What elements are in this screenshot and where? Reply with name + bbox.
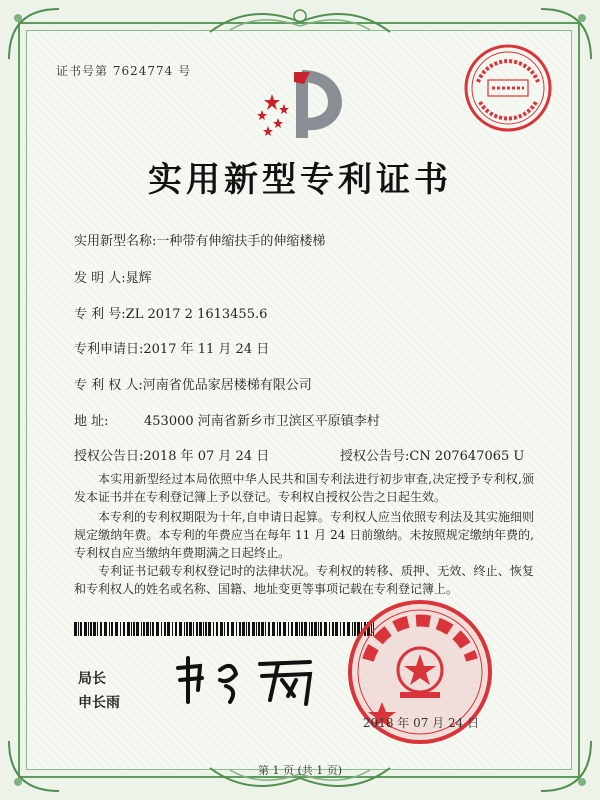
field-utility-model-name	[74, 230, 325, 249]
director-title: 局长	[78, 671, 106, 687]
field-patent-number	[74, 303, 267, 322]
field-value: 453000 河南省新乡市卫滨区平原镇李村	[144, 414, 380, 429]
field-label: 授权公告日:	[74, 449, 144, 464]
corner-ornament-icon	[4, 4, 64, 64]
certificate-title: 实用新型专利证书	[148, 160, 452, 200]
barcode-icon	[74, 622, 374, 636]
field-label: 专利申请日:	[74, 342, 144, 357]
agency-stamp-icon	[462, 42, 554, 134]
field-label: 发 明 人:	[74, 271, 126, 286]
field-value: CN 207647065 U	[409, 449, 525, 464]
certificate-number-suffix: 号	[178, 64, 192, 78]
certificate-number-label: 证书号第	[56, 64, 109, 78]
field-label: 授权公告号:	[340, 449, 410, 464]
field-patent-holder	[74, 374, 312, 393]
field-label: 地 址:	[74, 414, 109, 429]
field-address	[74, 410, 380, 429]
field-grant-date	[74, 445, 269, 464]
paragraph-grant: 本实用新型经过本局依照中华人民共和国专利法进行初步审查,决定授予专利权,颁发本证书并在专利登记簿上予以登记。专利权自授权公告之日起生效。	[74, 472, 534, 504]
director-name: 申长雨	[78, 695, 120, 711]
field-label: 专 利 号:	[74, 307, 126, 322]
field-label: 专 利 权 人:	[74, 378, 143, 393]
certificate-number	[56, 62, 191, 79]
field-value: 晁辉	[125, 271, 152, 286]
field-grant-number	[340, 445, 524, 464]
field-value: ZL 2017 2 1613455.6	[125, 307, 268, 322]
field-value: 一种带有伸缩扶手的伸缩楼梯	[156, 234, 326, 249]
cnipa-logo-icon	[250, 64, 350, 144]
certificate-number-value: 7624774	[112, 64, 174, 78]
page-number: 第 1 页 (共 1 页)	[257, 764, 343, 777]
paragraph-legal-status: 专利证书记载专利权登记时的法律状况。专利权的转移、质押、无效、终止、恢复和专利权人的姓名或名称、国籍、地址变更等事项记载在专利登记簿上。	[74, 564, 534, 596]
field-filing-date	[74, 338, 269, 357]
field-value: 河南省优品家居楼梯有限公司	[142, 378, 312, 393]
field-label: 实用新型名称:	[74, 234, 157, 249]
field-value: 2017 年 11 月 24 日	[143, 342, 270, 357]
signature-icon	[170, 650, 320, 710]
top-ornament-icon	[200, 2, 400, 42]
field-inventor	[74, 267, 152, 286]
seal-date: 2018 年 07 月 24 日	[362, 716, 480, 730]
field-value: 2018 年 07 月 24 日	[143, 449, 270, 464]
paragraph-term: 本专利的专利权期限为十年,自申请日起算。专利权人应当依照专利法及其实施细则规定缴纳年费。本专利的年费应当在每年 11 月 24 日前缴纳。未按照规定缴纳年费的,专利权自应当缴纳年费期满之日起终止。	[74, 510, 534, 560]
